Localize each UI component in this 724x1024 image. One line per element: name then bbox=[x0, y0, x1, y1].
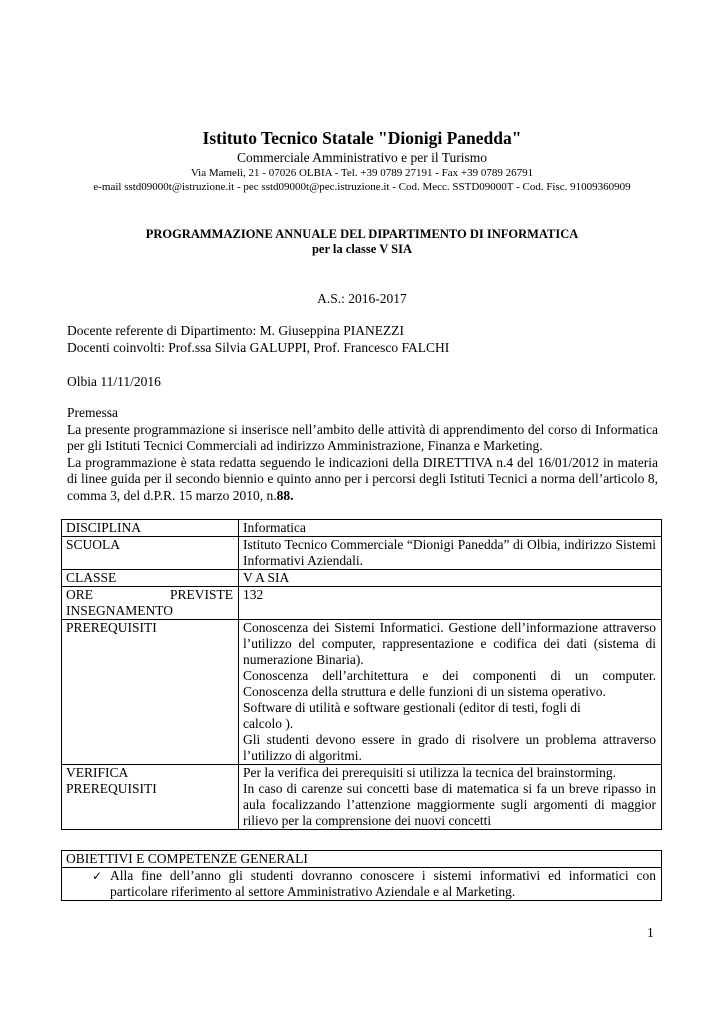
table-row bbox=[62, 620, 662, 765]
premessa-paragraph-2-bold: 88. bbox=[276, 487, 294, 503]
document-date: Olbia 11/11/2016 bbox=[67, 374, 161, 389]
school-year: A.S.: 2016-2017 bbox=[317, 291, 407, 306]
title-line-1: PROGRAMMAZIONE ANNUALE DEL DIPARTIMENTO DI INFORMATICA bbox=[145, 227, 579, 241]
verifica-label bbox=[62, 765, 239, 830]
prereq-line: Gli studenti devono essere in grado di risolvere un problema attraverso l’utilizzo di algoritmi. bbox=[243, 732, 656, 763]
table-row bbox=[62, 868, 662, 901]
verifica-line: Per la verifica dei prerequisiti si utilizza la tecnica del brainstorming. bbox=[243, 765, 616, 780]
scuola-value: Istituto Tecnico Commerciale “Dionigi Panedda” di Olbia, indirizzo Sistemi Informativi Aziendali. bbox=[239, 537, 662, 570]
disciplina-value: Informatica bbox=[239, 520, 662, 537]
institute-subtitle: Commerciale Amministrativo e per il Turismo bbox=[236, 150, 488, 165]
verifica-label-line-2: PREREQUISITI bbox=[66, 781, 157, 796]
verifica-label-line-1: VERIFICA bbox=[66, 765, 129, 780]
prerequisiti-label: PREREQUISITI bbox=[62, 620, 239, 765]
premessa-paragraph-2 bbox=[67, 455, 658, 505]
checkmark-icon: ✓ bbox=[91, 869, 102, 883]
title-line-2: per la classe V SIA bbox=[311, 242, 412, 256]
institute-header bbox=[0, 128, 724, 194]
ore-value: 132 bbox=[239, 587, 662, 620]
prereq-line: Conoscenza dell’architettura e dei componenti di un computer. bbox=[243, 668, 656, 683]
premessa-section bbox=[67, 405, 658, 504]
objective-item bbox=[66, 868, 656, 900]
prereq-line: Conoscenza della struttura e delle funzioni di un sistema operativo. bbox=[243, 684, 606, 699]
ore-label-line-2: INSEGNAMENTO bbox=[66, 603, 173, 618]
institute-name: Istituto Tecnico Statale "Dionigi Panedda" bbox=[202, 128, 522, 148]
table-row bbox=[62, 570, 662, 587]
teachers-block bbox=[67, 322, 449, 356]
objectives-table bbox=[61, 850, 662, 901]
info-table bbox=[61, 519, 662, 830]
institute-address: Via Mameli, 21 - 07026 OLBIA - Tel. +39 0789 27191 - Fax +39 0789 26791 bbox=[190, 167, 534, 179]
verifica-line: In caso di carenze sui concetti base di matematica si fa un breve ripasso in aula focalizzando l’attenzione maggiormente sugli argomenti di maggior rilievo per la comprensione dei nuovi concetti bbox=[243, 781, 656, 828]
ore-label bbox=[62, 587, 239, 620]
table-row bbox=[62, 587, 662, 620]
referent-teacher: Docente referente di Dipartimento: M. Giuseppina PIANEZZI bbox=[67, 323, 405, 338]
classe-label: CLASSE bbox=[62, 570, 239, 587]
prereq-line: calcolo ). bbox=[243, 716, 294, 731]
premessa-paragraph-1: La presente programmazione si inserisce nell’ambito delle attività di apprendimento del corso di Informatica per gli Istituti Tecnici Commerciali ad indirizzo Amministrazione, Finanza e Marketing. bbox=[67, 421, 658, 453]
table-row bbox=[62, 765, 662, 830]
objective-text: Alla fine dell’anno gli studenti dovranno conoscere i sistemi informativi ed informatici con particolare riferimento al settore Amministrativo Aziendale e al Marketing. bbox=[110, 868, 656, 899]
ore-label-line-1: ORE PREVISTE bbox=[66, 587, 233, 602]
premessa-heading: Premessa bbox=[67, 405, 118, 420]
table-row bbox=[62, 520, 662, 537]
prereq-line: Software di utilità e software gestionali (editor di testi, fogli di bbox=[243, 700, 581, 715]
scuola-label: SCUOLA bbox=[62, 537, 239, 570]
institute-contacts: e-mail sstd09000t@istruzione.it - pec sstd09000t@pec.istruzione.it - Cod. Mecc. SSTD09000T - Cod. Fisc. 91009360909 bbox=[93, 181, 631, 193]
verifica-value bbox=[239, 765, 662, 830]
disciplina-label: DISCIPLINA bbox=[62, 520, 239, 537]
objectives-cell bbox=[62, 868, 662, 901]
premessa-paragraph-2-text: La programmazione è stata redatta seguendo le indicazioni della DIRETTIVA n.4 del 16/01/2012 in materia di linee guida per il secondo biennio e quinto anno per i percorsi degli Istituti Tecnici a norma dell’articolo 8, comma 3, del d.P.R. 15 marzo 2010, n. bbox=[67, 454, 658, 503]
table-row bbox=[62, 537, 662, 570]
involved-teachers: Docenti coinvolti: Prof.ssa Silvia GALUPPI, Prof. Francesco FALCHI bbox=[67, 340, 450, 355]
document-title bbox=[0, 227, 724, 257]
table-row bbox=[62, 851, 662, 868]
classe-value: V A SIA bbox=[239, 570, 662, 587]
prerequisiti-value bbox=[239, 620, 662, 765]
page-number: 1 bbox=[647, 925, 654, 940]
objectives-heading: OBIETTIVI E COMPETENZE GENERALI bbox=[62, 851, 662, 868]
prereq-line: Conoscenza dei Sistemi Informatici. Gestione dell’informazione attraverso l’utilizzo del computer, rappresentazione e codifica dei dati (sistema di numerazione Binaria). bbox=[243, 620, 656, 667]
